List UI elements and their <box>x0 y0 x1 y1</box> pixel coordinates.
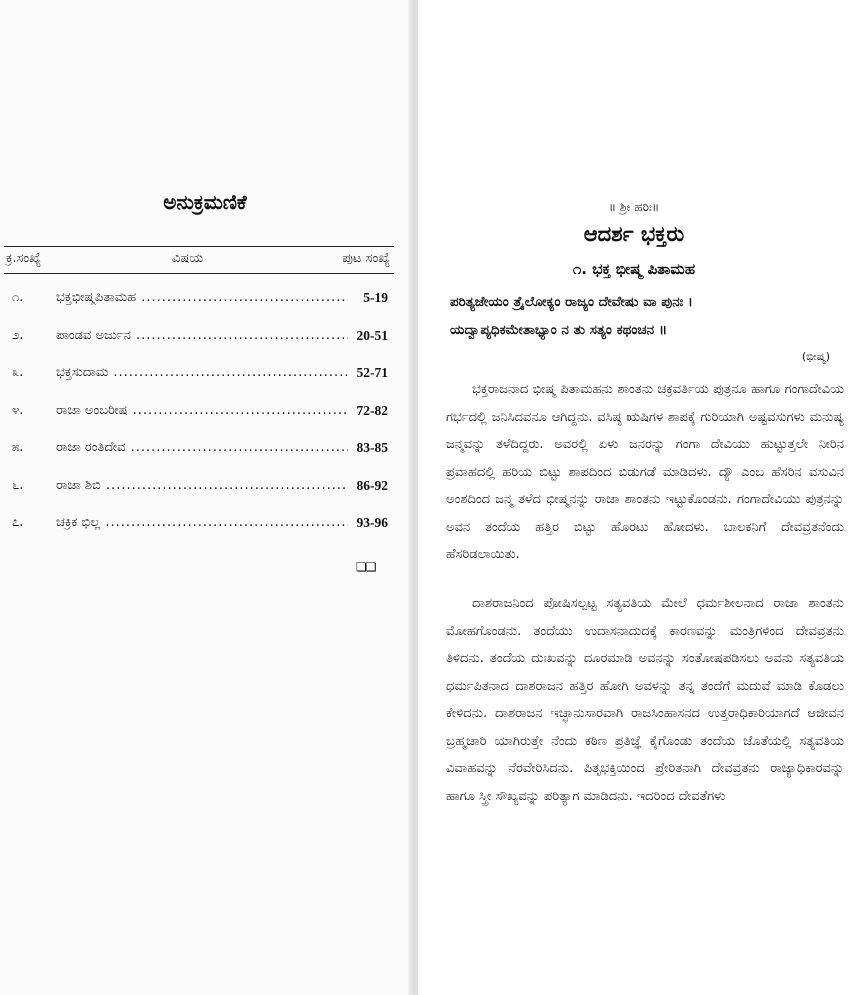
row-label: ಭಕ್ತಸುದಾಮ ..... <box>56 365 348 380</box>
contents-row <box>4 290 394 328</box>
row-number: ೨. <box>12 327 24 343</box>
header-subject: ವಿಷಯ <box>172 251 204 266</box>
shloka-line-2: ಯದ್ವಾಪ್ಯಧಿಕಮೇತಾಭ್ಯಾಂ ನ ತು ಸತ್ಯಂ ಕಥಂಚನ ॥ <box>450 322 668 338</box>
paragraph-2 <box>446 590 844 810</box>
contents-row <box>4 403 394 441</box>
row-label: ಪಾಂಡವ ಅರ್ಜುನ ..... <box>56 328 348 343</box>
row-label: ರಾಜಾ ಅಂಬರೀಷ ..... <box>56 403 348 418</box>
contents-title: ಅನುಕ್ರಮಣಿಕೆ <box>163 190 247 214</box>
row-pages: 93-96 <box>354 515 389 531</box>
chapter-subheading: ೧. ಭಕ್ತ ಭೀಷ್ಮ ಪಿತಾಮಹ <box>572 260 696 278</box>
row-label: ಭಕ್ತಭೀಷ್ಮಪಿತಾಮಹ ..... <box>56 290 348 305</box>
row-pages: 83-85 <box>354 440 389 456</box>
chapter-heading: ಆದರ್ಶ ಭಕ್ತರು <box>583 222 685 246</box>
row-label: ರಾಜಾ ಶಿಬಿ ..... <box>56 478 348 493</box>
contents-row <box>4 365 394 403</box>
shloka-line-1: ಪರಿತ್ಯಜೇಯಂ ತ್ರೈಲೋಕ್ಯಂ ರಾಜ್ಯಂ ದೇವೇಷು ವಾ ಪುನಃ । <box>450 294 693 310</box>
row-pages: 86-92 <box>354 478 389 494</box>
row-pages: 72-82 <box>354 403 389 419</box>
row-label: ರಾಜಾ ರಂತಿದೇವ ..... <box>56 440 348 455</box>
row-pages: 5-19 <box>360 290 388 306</box>
contents-row <box>4 440 394 478</box>
header-number: ಕ್ರ.ಸಂಖ್ಯೆ <box>6 251 41 266</box>
row-pages: 52-71 <box>354 365 389 381</box>
paragraph-1-text: ಭಕ್ತರಾಜನಾದ ಭೀಷ್ಮ ಪಿತಾಮಹನು ಶಾಂತನು ಚಕ್ರವರ್ತಿಯ ಪುತ್ರನೂ ಹಾಗೂ ಗಂಗಾದೇವಿಯ ಗರ್ಭದಲ್ಲಿ ಜನಿಸಿದವನೂ ಆಗಿದ್ದನು. ವಸಿಷ್ಠ ಋಷಿಗಳ ಶಾಪಕ್ಕೆ ಗುರಿಯಾಗಿ ಅಷ್ಟವಸುಗಳು ಮನುಷ್ಯ ಜನ್ಮವನ್ನು ತಳೆದಿದ್ದರು. ಅವರಲ್ಲಿ ಏಳು ಜನರನ್ನು ಗಂಗಾ ದೇವಿಯು ಹುಟ್ಟುತ್ತಲೇ ನೀರಿನ ಪ್ರವಾಹದಲ್ಲಿ ಹರಿಯ ಬಿಟ್ಟು ಶಾಪದಿಂದ ಬಿಡುಗಡೆ ಮಾಡಿದಳು. ದ್ಯೌ ಎಂಬ ಹೆಸರಿನ ವಸುವಿನ ಅಂಶದಿಂದ ಜನ್ಮ ತಳೆದ ಭೀಷ್ಮನನ್ನು ರಾಜಾ ಶಾಂತನು ಇಟ್ಟುಕೊಂಡನು. ಗಂಗಾದೇವಿಯು ಪುತ್ರನನ್ನು ಅವನ ತಂದೆಯ ಹತ್ತಿರ ಬಿಟ್ಟು ಹೊರಟು ಹೋದಳು. ಬಾಲಕನಿಗೆ ದೇವವ್ರತನೆಂದು ಹೆಸರಿಡಲಾಯಿತು. <box>446 382 844 562</box>
row-number: ೩. <box>12 365 24 380</box>
shloka-source: (ಭೀಷ್ಮ) <box>801 350 830 363</box>
row-number: ೪. <box>12 402 24 418</box>
header-page: ಪುಟ ಸಂಖ್ಯೆ <box>342 251 390 266</box>
contents-page <box>0 0 410 995</box>
row-number: ೫. <box>12 440 24 455</box>
contents-row <box>4 515 394 553</box>
row-number: ೭. <box>12 515 24 530</box>
paragraph-1 <box>446 376 844 569</box>
row-number: ೧. <box>12 290 24 305</box>
row-label: ಚಕ್ರಿಕ ಭಿಲ್ಲ ..... <box>56 515 348 530</box>
end-mark: ❏❏ <box>356 560 376 574</box>
chapter-page <box>418 0 850 995</box>
row-number: ೬. <box>12 477 24 493</box>
contents-row <box>4 478 394 516</box>
paragraph-2-text: ದಾಶರಾಜನಿಂದ ಪೋಷಿಸಲ್ಪಟ್ಟ ಸತ್ಯವತಿಯ ಮೇಲೆ ಧರ್ಮಶೀಲನಾದ ರಾಜಾ ಶಾಂತನು ಮೋಹಗೊಂಡನು. ತಂದೆಯು ಉದಾಸನಾದುದಕ್ಕೆ ಕಾರಣವನ್ನು ಮಂತ್ರಿಗಳಿಂದ ದೇವವ್ರತನು ತಿಳಿದನು. ತಂದೆಯ ದುಃಖವನ್ನು ದೂರಮಾಡಿ ಅವನನ್ನು ಸಂತೋಷಪಡಿಸಲು ಅವನು ಸತ್ಯವತಿಯ ಧರ್ಮಪಿತನಾದ ದಾಶರಾಜನ ಹತ್ತಿರ ಹೋಗಿ ಅವಳನ್ನು ತನ್ನ ತಂದೆಗೆ ಮದುವೆ ಮಾಡಿ ಕೊಡಲು ಕೇಳಿದನು. ದಾಶರಾಜನ ಇಚ್ಛಾನುಸಾರವಾಗಿ ರಾಜಸಿಂಹಾಸನದ ಉತ್ತರಾಧಿಕಾರಿಯಾಗದೆ ಆಜೀವನ ಬ್ರಹ್ಮಚಾರಿ ಯಾಗಿರುತ್ತೇ ನೆಂದು ಕಠಿಣ ಪ್ರತಿಜ್ಞೆ ಕೈಗೊಂಡು ತಂದೆಯ ಜೊತೆಯಲ್ಲಿ ಸತ್ಯವತಿಯ ವಿವಾಹವನ್ನು ನೆರವೇರಿಸಿದನು. ಪಿತೃಭಕ್ತಿಯಿಂದ ಪ್ರೇರಿತನಾಗಿ ದೇವವ್ರತನು ರಾಜ್ಯಾಧಿಕಾರವನ್ನು ಹಾಗೂ ಸ್ತ್ರೀ ಸೌಖ್ಯವನ್ನು ಪರಿತ್ಯಾಗ ಮಾಡಿದನು. ಇದರಿಂದ ದೇವತೆಗಳು <box>446 596 844 804</box>
invocation: ॥ ಶ್ರೀ ಹರಿಃ॥ <box>608 200 660 214</box>
contents-row <box>4 328 394 366</box>
row-pages: 20-51 <box>354 328 389 344</box>
contents-header-row <box>4 246 394 274</box>
contents-list <box>4 290 394 553</box>
